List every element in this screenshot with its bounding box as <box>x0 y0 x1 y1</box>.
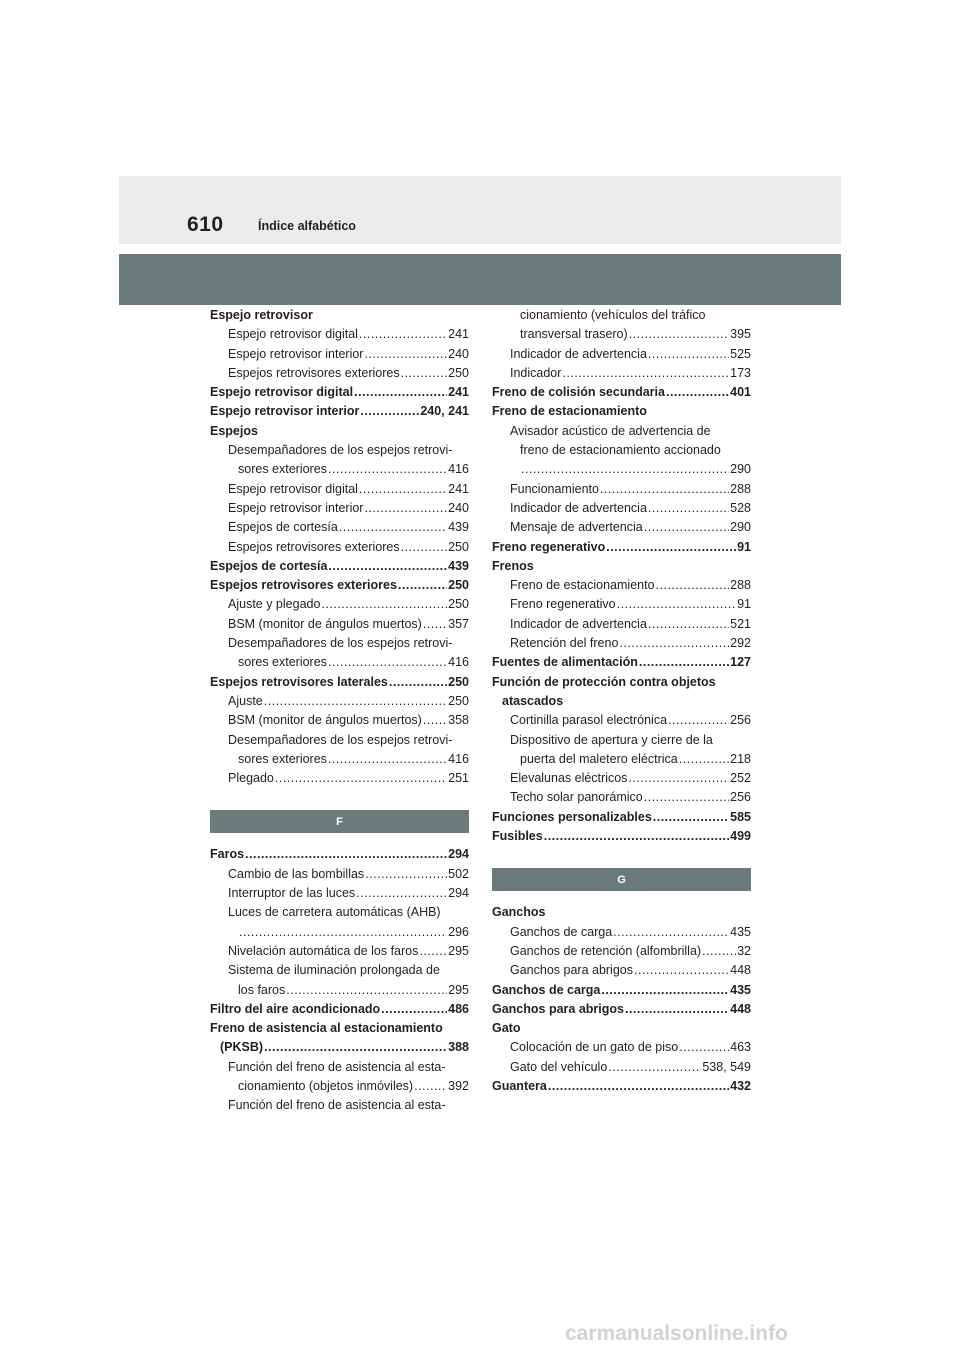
dot-leader <box>381 1000 447 1019</box>
page-reference: 91 <box>737 539 751 554</box>
entry-text: Dispositivo de apertura y cierre de la <box>510 732 713 747</box>
page-reference: 296 <box>448 924 469 939</box>
entry-text: Espejo retrovisor <box>210 308 313 322</box>
index-subentry <box>492 1058 751 1077</box>
entry-text: Espejos retrovisores exteriores <box>210 578 397 593</box>
entry-text: Espejos de cortesía <box>228 520 338 535</box>
index-subentry <box>492 711 751 730</box>
entry-text: atascados <box>502 693 564 708</box>
dot-leader <box>656 576 730 595</box>
dot-leader <box>668 711 729 730</box>
page-reference: 401 <box>730 385 751 400</box>
page-reference: 241 <box>448 385 469 400</box>
dot-leader <box>328 750 447 769</box>
entry-text: Ganchos para abrigos <box>492 1001 624 1016</box>
index-subentry <box>210 731 469 750</box>
page-reference: 585 <box>730 809 751 824</box>
index-entry <box>210 383 469 402</box>
dot-leader <box>401 364 448 383</box>
page-reference: 250 <box>448 539 469 554</box>
index-entry <box>210 673 469 692</box>
index-subentry <box>492 942 751 961</box>
index-subentry <box>210 1077 469 1096</box>
index-subentry <box>210 961 469 980</box>
index-subentry <box>210 345 469 364</box>
index-entry <box>492 1019 751 1038</box>
page-reference: 448 <box>730 963 751 978</box>
dot-leader <box>264 692 447 711</box>
page-reference: 416 <box>448 462 469 477</box>
dot-leader <box>521 460 729 479</box>
page-reference: 127 <box>730 655 751 670</box>
entry-text: Espejos de cortesía <box>210 558 328 573</box>
dot-leader <box>398 576 447 595</box>
dot-leader <box>544 827 729 846</box>
entry-text: puerta del maletero eléctrica <box>520 751 678 766</box>
index-entry <box>492 1077 751 1096</box>
index-subentry <box>210 518 469 537</box>
dot-leader <box>321 595 447 614</box>
dot-leader <box>679 750 729 769</box>
entry-text: sores exteriores <box>238 462 327 477</box>
entry-text: Espejo retrovisor interior <box>228 500 364 515</box>
entry-text: Ganchos de carga <box>492 982 601 997</box>
dot-leader <box>245 845 447 864</box>
dot-leader <box>625 1000 729 1019</box>
entry-text: Indicador de advertencia <box>510 346 647 361</box>
entry-text: Retención del freno <box>510 636 619 651</box>
header-band <box>119 176 841 244</box>
page-reference: 295 <box>448 943 469 958</box>
entry-text: Ganchos de carga <box>510 924 613 939</box>
entry-text: Espejo retrovisor interior <box>228 346 364 361</box>
dot-leader <box>360 402 419 421</box>
entry-text: Luces de carretera automáticas (AHB) <box>228 905 441 920</box>
index-subentry <box>210 923 469 942</box>
dot-leader <box>419 942 447 961</box>
entry-text: Freno de estacionamiento <box>510 578 655 593</box>
index-entry <box>492 692 751 711</box>
page-reference: 395 <box>730 327 751 342</box>
dot-leader <box>359 480 447 499</box>
entry-text: Freno de colisión secundaria <box>492 385 665 400</box>
entry-text: Desempañadores de los espejos retrovi- <box>228 732 453 747</box>
dot-leader <box>629 325 729 344</box>
index-subentry <box>210 1058 469 1077</box>
index-entry <box>492 808 751 827</box>
dot-leader <box>328 460 447 479</box>
index-entry <box>492 981 751 1000</box>
entry-text: transversal trasero) <box>520 327 628 342</box>
dot-leader <box>648 345 729 364</box>
page-reference: 294 <box>448 847 469 862</box>
dot-leader <box>414 1077 447 1096</box>
index-subentry <box>492 769 751 788</box>
index-subentry <box>210 750 469 769</box>
dot-leader <box>648 615 729 634</box>
dot-leader <box>606 538 736 557</box>
index-letter-header: G <box>492 868 751 891</box>
index-subentry <box>492 306 751 325</box>
entry-text: Espejos retrovisores exteriores <box>228 365 400 380</box>
index-entry <box>210 1019 469 1038</box>
dot-leader <box>286 981 447 1000</box>
dot-leader <box>628 769 729 788</box>
index-entry <box>492 538 751 557</box>
index-column-right <box>492 306 751 1096</box>
entry-text: Espejos retrovisores laterales <box>210 674 388 689</box>
entry-text: Ganchos de retención (alfombrilla) <box>510 943 702 958</box>
index-entry <box>492 827 751 846</box>
dot-leader <box>339 518 447 537</box>
index-subentry <box>210 711 469 730</box>
page-reference: 357 <box>448 616 469 631</box>
dot-leader <box>364 499 447 518</box>
entry-text: Guantera <box>492 1078 547 1093</box>
dot-leader <box>389 673 447 692</box>
entry-text: Faros <box>210 847 245 862</box>
page-reference: 240 <box>448 500 469 515</box>
dot-leader <box>634 961 729 980</box>
index-subentry <box>492 364 751 383</box>
dot-leader <box>600 480 729 499</box>
entry-text: BSM (monitor de ángulos muertos) <box>228 616 422 631</box>
index-subentry <box>210 499 469 518</box>
dot-leader <box>401 538 448 557</box>
entry-text: Colocación de un gato de piso <box>510 1040 679 1055</box>
dot-leader <box>617 595 736 614</box>
index-entry <box>492 383 751 402</box>
entry-text: Gato del vehículo <box>510 1059 608 1074</box>
entry-text: cionamiento (vehículos del tráfico <box>520 308 706 322</box>
dot-leader <box>364 345 447 364</box>
entry-text: Fusibles <box>492 829 543 844</box>
index-subentry <box>210 769 469 788</box>
page-reference: 252 <box>730 771 751 786</box>
entry-text: Freno regenerativo <box>510 597 616 612</box>
index-subentry <box>210 634 469 653</box>
index-subentry <box>210 364 469 383</box>
entry-text: los faros <box>238 982 286 997</box>
index-entry <box>210 1038 469 1057</box>
entry-text: Cortinilla parasol electrónica <box>510 713 668 728</box>
entry-text: Gato <box>492 1021 521 1036</box>
page-reference: 250 <box>448 674 469 689</box>
entry-text: cionamiento (objetos inmóviles) <box>238 1078 414 1093</box>
index-subentry <box>210 538 469 557</box>
index-letter-header: F <box>210 810 469 833</box>
entry-text: Ganchos <box>492 905 546 920</box>
index-subentry <box>492 325 751 344</box>
page-reference: 435 <box>730 924 751 939</box>
index-entry <box>210 306 469 325</box>
page-reference: 91 <box>737 597 751 612</box>
page-reference: 528 <box>730 500 751 515</box>
entry-text: Espejo retrovisor digital <box>210 385 354 400</box>
entry-text: Indicador <box>510 365 562 380</box>
index-subentry <box>210 865 469 884</box>
index-subentry <box>210 615 469 634</box>
page-reference: 256 <box>730 790 751 805</box>
index-subentry <box>492 788 751 807</box>
index-entry <box>492 673 751 692</box>
entry-text: Freno de asistencia al estacionamiento <box>210 1021 443 1036</box>
watermark: carmanualsonline.info <box>565 1322 788 1345</box>
page-reference: 256 <box>730 713 751 728</box>
dot-leader <box>328 557 447 576</box>
dot-leader <box>679 1038 729 1057</box>
page-reference: 173 <box>730 365 751 380</box>
index-subentry <box>492 480 751 499</box>
page-reference: 486 <box>448 1001 469 1016</box>
dot-leader <box>644 788 729 807</box>
index-entry <box>210 576 469 595</box>
page-reference: 295 <box>448 982 469 997</box>
entry-text: Indicador de advertencia <box>510 500 647 515</box>
index-subentry <box>210 480 469 499</box>
dot-leader <box>354 383 447 402</box>
entry-text: Fuentes de alimentación <box>492 655 638 670</box>
page-reference: 288 <box>730 578 751 593</box>
page-reference: 241 <box>448 327 469 342</box>
dot-leader <box>359 325 447 344</box>
index-subentry <box>210 441 469 460</box>
page-reference: 538, 549 <box>702 1059 751 1074</box>
entry-text: Desempañadores de los espejos retrovi- <box>228 636 453 651</box>
page-reference: 294 <box>448 886 469 901</box>
header-dark-band <box>119 254 841 305</box>
index-entry <box>492 903 751 922</box>
index-subentry <box>210 981 469 1000</box>
index-subentry <box>210 325 469 344</box>
dot-leader <box>356 884 447 903</box>
page-reference: 240, 241 <box>420 404 469 419</box>
entry-text: Espejo retrovisor digital <box>228 327 358 342</box>
dot-leader <box>548 1077 729 1096</box>
page-reference: 439 <box>448 558 469 573</box>
page-reference: 251 <box>448 771 469 786</box>
index-subentry <box>492 460 751 479</box>
entry-text: Plegado <box>228 771 274 786</box>
index-entry <box>492 653 751 672</box>
dot-leader <box>702 942 736 961</box>
index-subentry <box>210 903 469 922</box>
page-reference: 521 <box>730 616 751 631</box>
index-entry <box>210 845 469 864</box>
index-entry <box>492 1000 751 1019</box>
entry-text: Cambio de las bombillas <box>228 866 365 881</box>
entry-text: Función del freno de asistencia al esta- <box>228 1098 446 1113</box>
entry-text: Sistema de iluminación prolongada de <box>228 963 440 978</box>
dot-leader <box>328 653 447 672</box>
page-reference: 435 <box>730 982 751 997</box>
index-entry <box>492 557 751 576</box>
page-number: 610 <box>187 213 224 236</box>
dot-leader <box>666 383 729 402</box>
index-subentry <box>492 595 751 614</box>
page-reference: 240 <box>448 346 469 361</box>
page-reference: 525 <box>730 346 751 361</box>
dot-leader <box>275 769 447 788</box>
page-reference: 499 <box>730 829 751 844</box>
entry-text: sores exteriores <box>238 751 327 766</box>
page-reference: 392 <box>448 1078 469 1093</box>
index-subentry <box>492 961 751 980</box>
entry-text: Freno regenerativo <box>492 539 606 554</box>
section-title: Índice alfabético <box>258 219 356 233</box>
page-reference: 250 <box>448 578 469 593</box>
entry-text: Espejos retrovisores exteriores <box>228 539 400 554</box>
dot-leader <box>264 1038 447 1057</box>
index-entry <box>210 402 469 421</box>
page-reference: 502 <box>448 866 469 881</box>
index-subentry <box>210 595 469 614</box>
entry-text: freno de estacionamiento accionado <box>520 443 721 458</box>
page-reference: 250 <box>448 693 469 708</box>
dot-leader <box>639 653 729 672</box>
entry-text: Freno de estacionamiento <box>492 404 647 419</box>
page-reference: 250 <box>448 365 469 380</box>
entry-text: (PKSB) <box>220 1040 264 1055</box>
index-subentry <box>210 884 469 903</box>
entry-text: Ajuste <box>228 693 263 708</box>
index-subentry <box>210 692 469 711</box>
dot-leader <box>562 364 729 383</box>
entry-text: Espejo retrovisor digital <box>228 481 358 496</box>
index-subentry <box>492 634 751 653</box>
entry-text: Espejo retrovisor interior <box>210 404 360 419</box>
page-reference: 290 <box>730 462 751 477</box>
index-subentry <box>492 345 751 364</box>
index-subentry <box>492 499 751 518</box>
index-subentry <box>210 942 469 961</box>
entry-text: Funcionamiento <box>510 481 599 496</box>
dot-leader <box>644 518 729 537</box>
page-reference: 463 <box>730 1040 751 1055</box>
index-entry <box>210 422 469 441</box>
dot-leader <box>648 499 729 518</box>
dot-leader <box>239 923 447 942</box>
page-reference: 416 <box>448 655 469 670</box>
index-subentry <box>492 923 751 942</box>
dot-leader <box>619 634 729 653</box>
page-reference: 448 <box>730 1001 751 1016</box>
entry-text: Nivelación automática de los faros <box>228 943 419 958</box>
index-entry <box>210 1000 469 1019</box>
index-subentry <box>210 653 469 672</box>
dot-leader <box>601 981 729 1000</box>
index-entry <box>492 402 751 421</box>
index-subentry <box>492 750 751 769</box>
dot-leader <box>423 711 447 730</box>
entry-text: Función de protección contra objetos <box>492 674 716 689</box>
entry-text: Desempañadores de los espejos retrovi- <box>228 443 453 458</box>
dot-leader <box>608 1058 701 1077</box>
entry-text: Elevalunas eléctricos <box>510 771 628 786</box>
entry-text: Funciones personalizables <box>492 809 652 824</box>
index-subentry <box>492 1038 751 1057</box>
index-entry <box>210 557 469 576</box>
entry-text: Ajuste y plegado <box>228 597 321 612</box>
index-subentry <box>492 422 751 441</box>
entry-text: Avisador acústico de advertencia de <box>510 423 711 438</box>
entry-text: BSM (monitor de ángulos muertos) <box>228 713 422 728</box>
page-reference: 432 <box>730 1078 751 1093</box>
entry-text: sores exteriores <box>238 655 327 670</box>
dot-leader <box>613 923 729 942</box>
index-subentry <box>210 1096 469 1115</box>
page-reference: 288 <box>730 481 751 496</box>
page-reference: 250 <box>448 597 469 612</box>
entry-text: Techo solar panorámico <box>510 790 643 805</box>
page-reference: 218 <box>730 751 751 766</box>
index-subentry <box>492 731 751 750</box>
entry-text: Ganchos para abrigos <box>510 963 633 978</box>
index-subentry <box>492 518 751 537</box>
index-subentry <box>492 441 751 460</box>
index-column-left <box>210 306 469 1116</box>
page-reference: 32 <box>737 943 751 958</box>
page-reference: 388 <box>448 1040 469 1055</box>
dot-leader <box>365 865 447 884</box>
page-reference: 292 <box>730 636 751 651</box>
dot-leader <box>653 808 729 827</box>
entry-text: Filtro del aire acondicionado <box>210 1001 381 1016</box>
page-reference: 358 <box>448 713 469 728</box>
entry-text: Mensaje de advertencia <box>510 520 643 535</box>
index-subentry <box>210 460 469 479</box>
entry-text: Frenos <box>492 558 534 573</box>
entry-text: Interruptor de las luces <box>228 886 356 901</box>
entry-text: Función del freno de asistencia al esta- <box>228 1059 446 1074</box>
page-reference: 416 <box>448 751 469 766</box>
page-reference: 290 <box>730 520 751 535</box>
index-subentry <box>492 615 751 634</box>
entry-text: Espejos <box>210 423 258 438</box>
index-subentry <box>492 576 751 595</box>
dot-leader <box>423 615 447 634</box>
page-reference: 241 <box>448 481 469 496</box>
page-reference: 439 <box>448 520 469 535</box>
entry-text: Indicador de advertencia <box>510 616 647 631</box>
